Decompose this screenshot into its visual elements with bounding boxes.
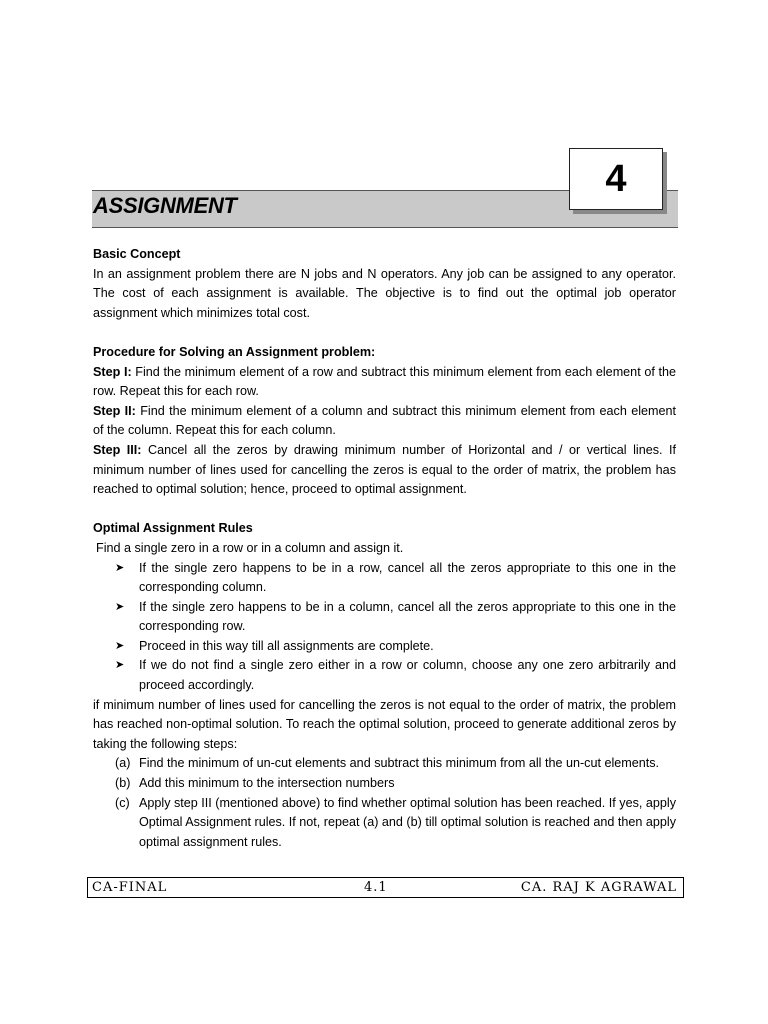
list-item [115,754,676,774]
step-label: Step II: [93,403,136,418]
step-text: Find the minimum element of a column and subtract this minimum element from each element of the column. Repeat this for each column. [93,403,677,438]
arrow-bullet-icon: ➤ [115,639,125,652]
footer-course: CA-FINAL [92,880,168,895]
bullet-text: If the single zero happens to be in a row, cancel all the zeros appropriate to this one in the corresponding column. [139,560,676,595]
list-item [115,794,676,853]
substep-text: Add this minimum to the intersection numbers [139,776,395,791]
step-text: Find the minimum element of a row and subtract this minimum element from each element of the row. Repeat this for each row. [93,364,677,399]
substep-marker: (c) [115,795,130,810]
arrow-bullet-icon: ➤ [115,659,125,672]
page-content [93,245,676,852]
bullet-text: If the single zero happens to be in a column, cancel all the zeros appropriate to this one in the corresponding row. [139,599,676,634]
procedure-step [93,441,676,500]
footer-author: CA. RAJ K AGRAWAL [520,880,677,895]
chapter-title: ASSIGNMENT [93,193,237,218]
chapter-number-box: 4 [569,148,663,210]
rules-heading: Optimal Assignment Rules [93,521,253,536]
procedure-step [93,402,676,441]
arrow-bullet-icon: ➤ [115,600,125,613]
basic-concept-text: In an assignment problem there are N jobs and N operators. Any job can be assigned to any operator. The cost of each assignment is available. The objective is to find out the optimal job operator assignment which minimizes total cost. [93,266,676,320]
bullet-text: If we do not find a single zero either in a row or column, choose any one zero arbitrarily and proceed accordingly. [139,658,676,693]
rules-intro: Find a single zero in a row or in a column and assign it. [96,540,404,555]
procedure-step [93,363,676,402]
non-optimal-text: if minimum number of lines used for cancelling the zeros is not equal to the order of matrix, the problem has reached non-optimal solution. To reach the optimal solution, proceed to generate additional zeros by taking the following steps: [93,697,676,751]
list-item [115,774,676,794]
bullet-text: Proceed in this way till all assignments are complete. [139,638,434,653]
substep-text: Apply step III (mentioned above) to find whether optimal solution has been reached. If yes, apply Optimal Assignment rules. If not, repeat (a) and (b) till optimal solution is reached and then apply optimal assignment rules. [139,795,676,849]
basic-concept-heading: Basic Concept [93,247,181,261]
list-item [115,559,676,598]
list-item [115,637,676,657]
step-label: Step III: [93,442,142,457]
substep-list [93,754,676,852]
step-label: Step I: [93,364,132,379]
procedure-heading: Procedure for Solving an Assignment problem: [93,344,376,359]
list-item [115,598,676,637]
substep-marker: (a) [115,756,131,771]
substep-marker: (b) [115,776,131,791]
page-footer [87,877,684,898]
footer-page-number: 4.1 [364,880,388,895]
substep-text: Find the minimum of un-cut elements and subtract this minimum from all the un-cut elements. [139,756,660,771]
rules-bullet-list [93,559,676,696]
arrow-bullet-icon: ➤ [115,561,125,574]
step-text: Cancel all the zeros by drawing minimum number of Horizontal and / or vertical lines. If minimum number of lines used for cancelling the zeros is equal to the order of matrix, the problem has reached to optimal solution; hence, proceed to optimal assignment. [93,442,676,497]
list-item [115,656,676,695]
